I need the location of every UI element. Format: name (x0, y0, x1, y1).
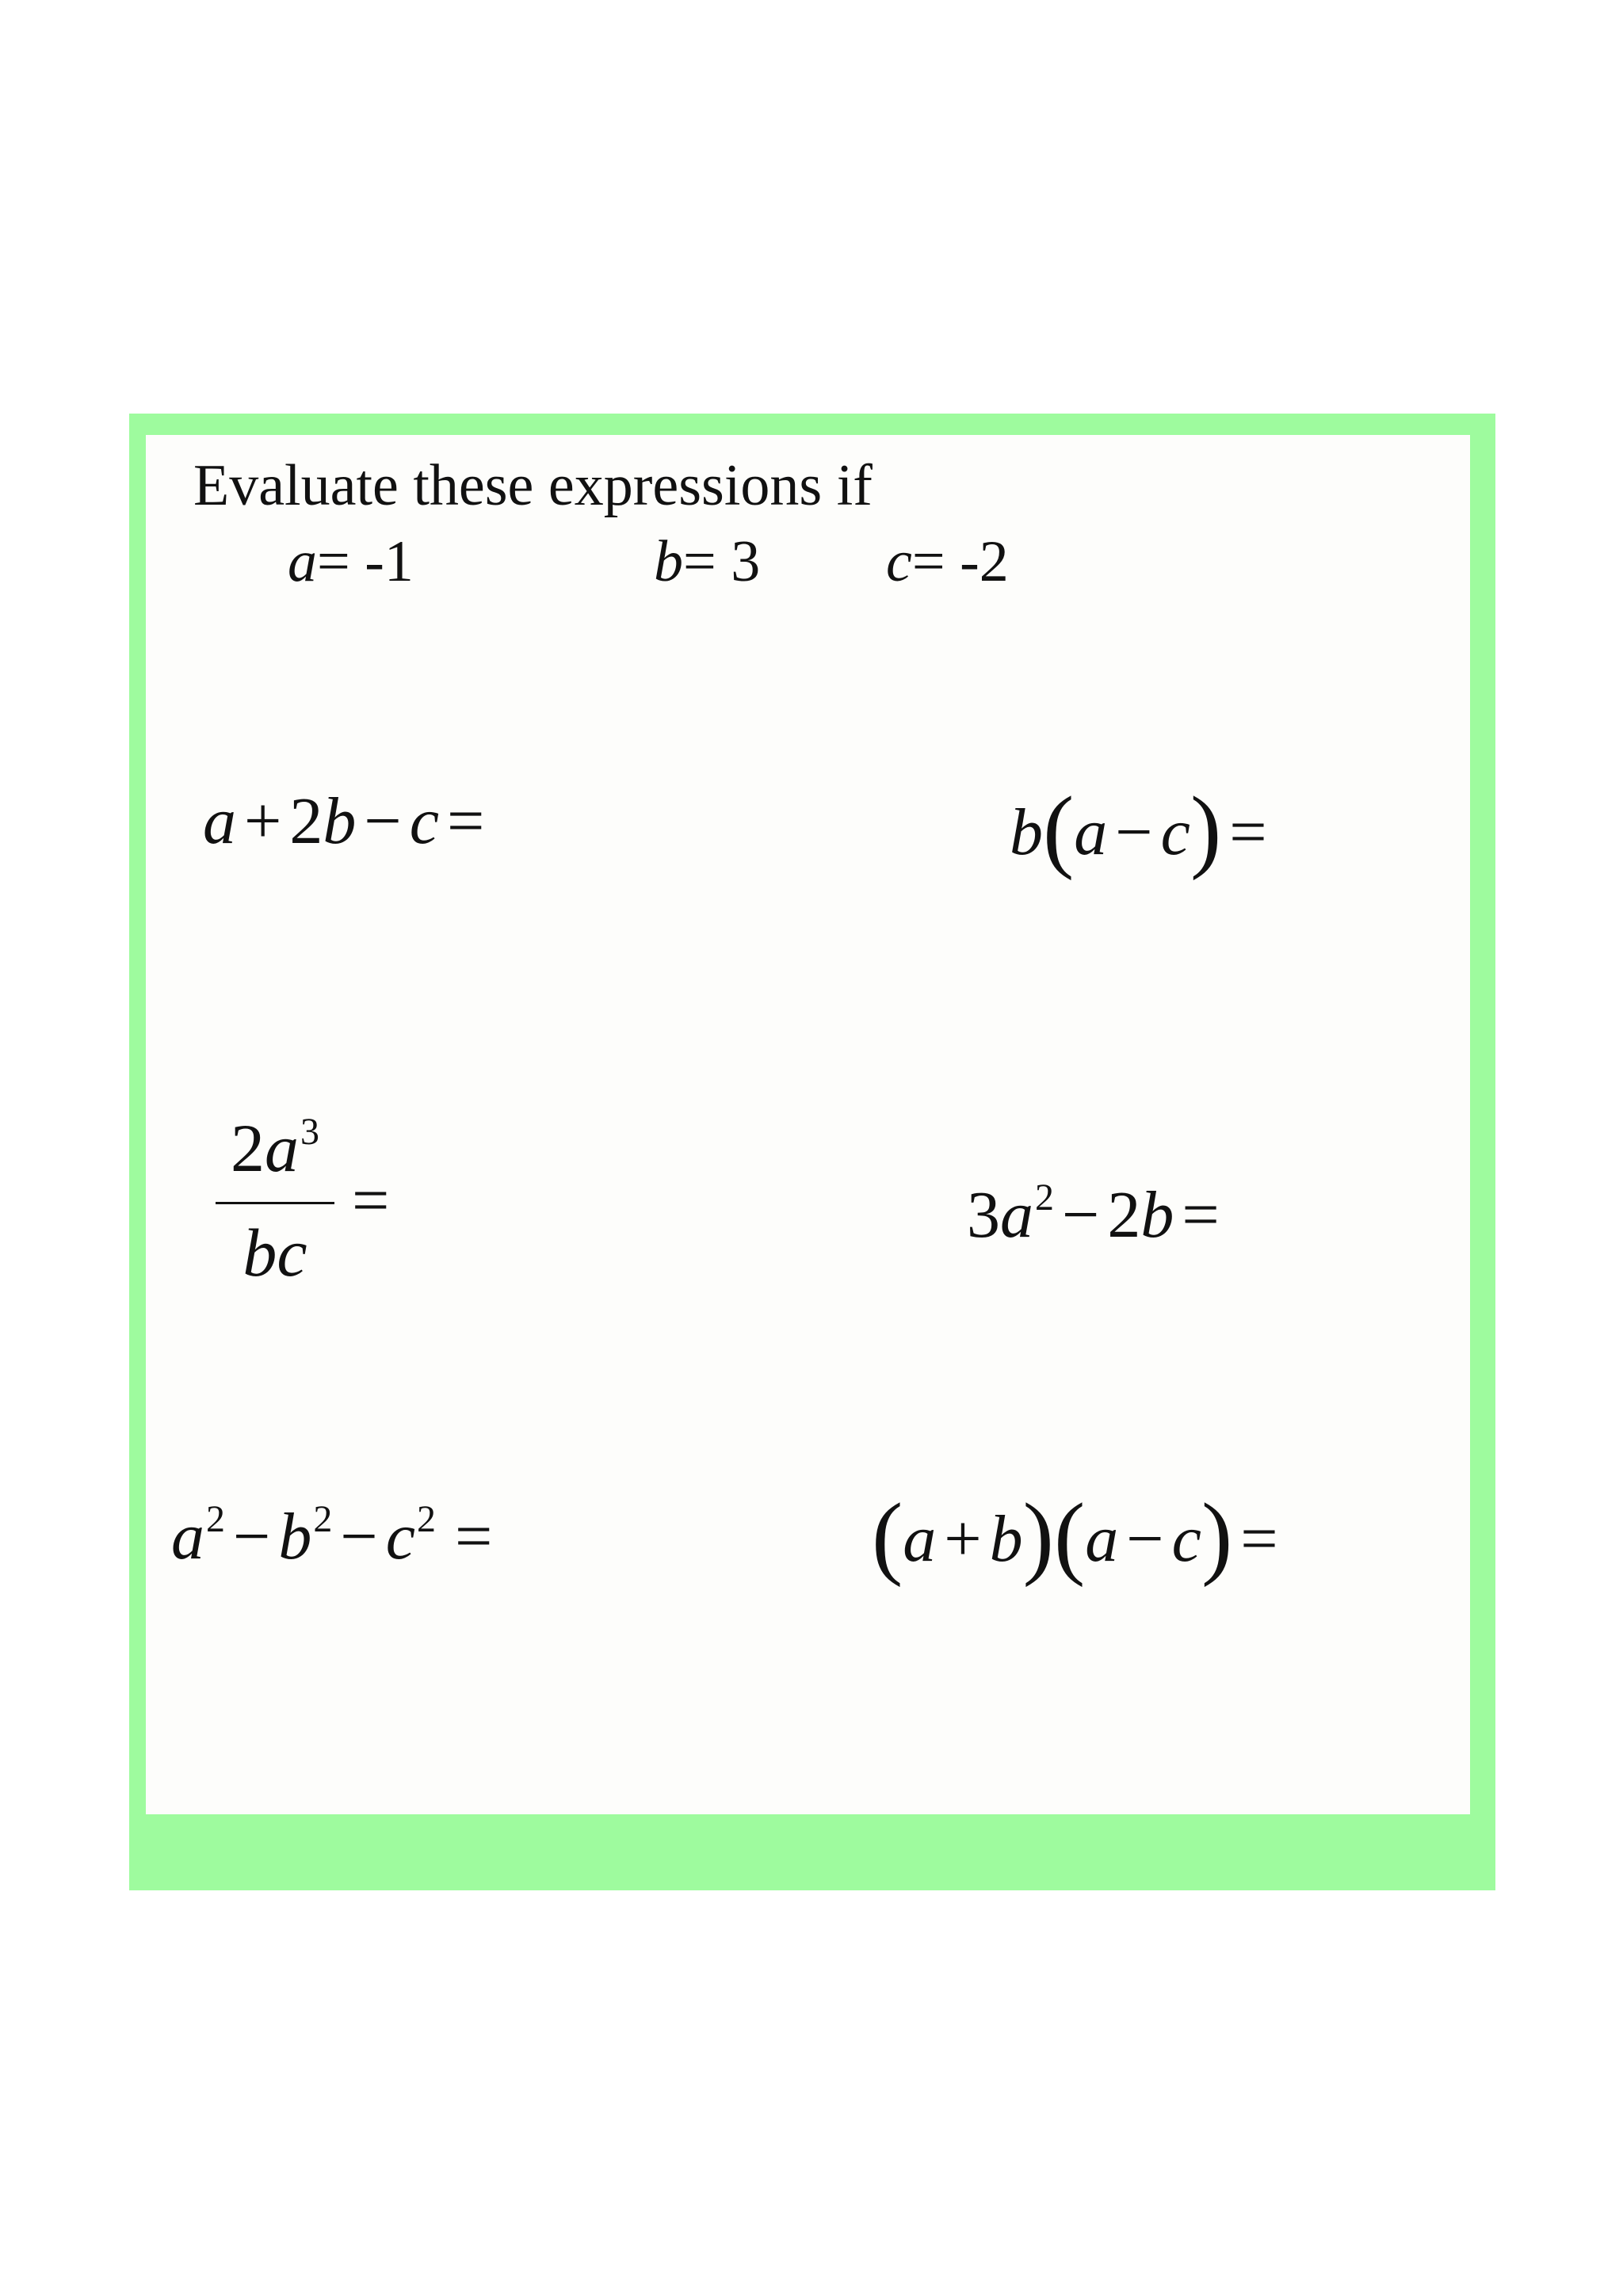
expr1-coef: 2 (289, 784, 323, 858)
expression-2 (1010, 777, 1275, 881)
expr4-exponent: 2 (1035, 1177, 1054, 1219)
variable-b-name: b (654, 529, 683, 594)
expr6-minus: − (1126, 1502, 1164, 1576)
expr3-equals: = (352, 1164, 390, 1238)
expr3-numerator (216, 1110, 334, 1186)
expr6-var-b: b (989, 1502, 1023, 1576)
expression-4 (967, 1177, 1228, 1252)
expr4-var-b: b (1140, 1178, 1174, 1252)
expr2-var-a: a (1074, 795, 1108, 869)
expr5-equals: = (455, 1500, 493, 1573)
expr5-var-b: b (278, 1500, 312, 1573)
expr1-minus: − (364, 784, 402, 858)
expression-5 (171, 1498, 500, 1573)
expr3-var-a: a (265, 1110, 299, 1186)
expr4-coef2: 2 (1107, 1178, 1141, 1252)
expr1-plus: + (244, 784, 282, 858)
expr3-fraction-bar (216, 1202, 334, 1204)
expr5-minus-2: − (340, 1500, 378, 1573)
expr5-minus-1: − (233, 1500, 271, 1573)
expr2-left-paren: ( (1043, 777, 1075, 881)
expr5-exponent-b: 2 (313, 1498, 333, 1540)
expr5-var-c: c (385, 1500, 416, 1573)
expr5-exponent-a: 2 (206, 1498, 225, 1540)
expr3-exponent: 3 (300, 1111, 319, 1153)
expr4-var-a: a (1000, 1178, 1033, 1252)
expr3-coef: 2 (231, 1110, 265, 1186)
expr6-right-paren-1: ) (1022, 1484, 1054, 1588)
expr6-equals: = (1240, 1502, 1278, 1576)
expr5-var-a: a (171, 1500, 204, 1573)
expr6-plus: + (944, 1502, 982, 1576)
variable-c-value: = -2 (911, 529, 1009, 594)
variable-b (654, 529, 761, 594)
expr2-equals: = (1229, 795, 1267, 869)
variable-c (886, 529, 1009, 594)
expr3-den-vars: bc (242, 1215, 307, 1291)
expr6-left-paren-2: ( (1053, 1484, 1086, 1588)
variable-a-name: a (288, 529, 317, 594)
expr1-var-c: c (409, 784, 440, 858)
expr5-exponent-c: 2 (417, 1498, 437, 1540)
expression-3 (216, 1109, 422, 1299)
expr6-right-paren-2: ) (1201, 1484, 1233, 1588)
expression-6 (872, 1484, 1286, 1588)
expr6-var-a-2: a (1085, 1502, 1119, 1576)
expr6-var-a-1: a (903, 1502, 937, 1576)
variable-b-value: = 3 (683, 529, 761, 594)
variable-a-value: = -1 (317, 529, 414, 594)
expr3-denominator (216, 1215, 334, 1291)
variable-c-name: c (886, 529, 912, 594)
expression-1 (203, 784, 492, 858)
expr4-minus: − (1062, 1178, 1100, 1252)
expr1-var-b: b (323, 784, 357, 858)
expr1-equals: = (447, 784, 485, 858)
instruction-text: Evaluate these expressions if (193, 453, 873, 518)
variable-a (288, 529, 414, 594)
expr4-coef: 3 (967, 1178, 1000, 1252)
expr4-equals: = (1182, 1178, 1220, 1252)
expr2-var-b: b (1010, 795, 1043, 869)
expr2-right-paren: ) (1190, 777, 1222, 881)
expr2-var-c: c (1160, 795, 1190, 869)
expr6-var-c: c (1171, 1502, 1201, 1576)
expr2-minus: − (1115, 795, 1153, 869)
expr1-var-a: a (203, 784, 236, 858)
expr6-left-paren-1: ( (872, 1484, 903, 1588)
